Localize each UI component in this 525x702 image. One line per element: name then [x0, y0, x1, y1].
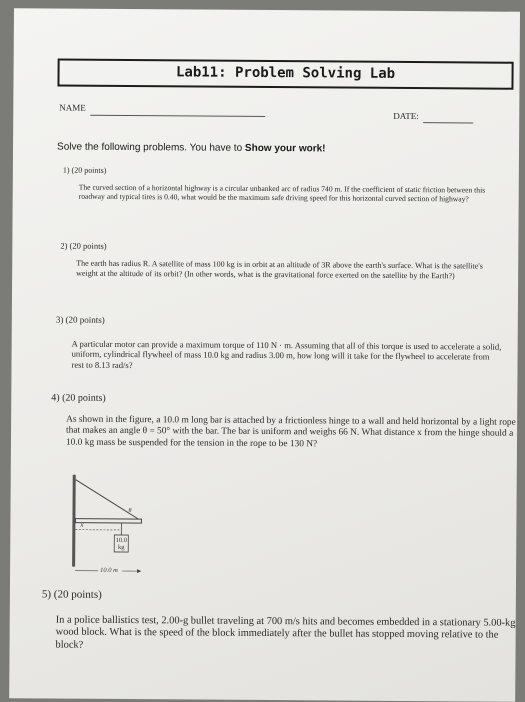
question-1-number: 1) (20 points): [63, 166, 107, 175]
question-2-text: The earth has radius R. A satellite of mass 100 kg is in orbit at an altitude of 3R above the earth's surface. What is the satellite's weight at the altitude of its orbit? (In other words, what is the gravitational force exerted on the satellite by the Earth?): [76, 259, 490, 281]
length-label: 10.0 m: [100, 567, 118, 574]
arrow-head-icon: [137, 569, 141, 573]
question-5-number: 5) (20 points): [42, 588, 102, 600]
question-3-number: 3) (20 points): [56, 315, 105, 325]
name-label: NAME: [59, 103, 86, 113]
worksheet-page: [9, 8, 520, 702]
bar-hinge-figure: [62, 475, 183, 582]
date-label: DATE:: [393, 111, 419, 121]
instructions-text: Solve the following problems. You have to: [57, 142, 245, 154]
angle-label: θ: [128, 508, 131, 514]
mass-label: [114, 537, 128, 552]
question-4-text: As shown in the figure, a 10.0 m long bar is attached by a frictionless hinge to a wall and held horizontal by a light rope that makes an angle θ = 50° with the bar. The bar is uniform and weighs 66 N. What distance x from the hinge should a 10.0 kg mass be suspended for the tension in the rope to be 130 N?: [66, 415, 516, 452]
date-line: [423, 122, 473, 123]
title-box: [57, 59, 513, 90]
instructions: [57, 142, 326, 155]
question-5-text: In a police ballistics test, 2.00-g bullet traveling at 700 m/s hits and becomes embedded in a stationary 5.00-kg wood block. What is the speed of the block immediately after the bullet has stopped moving relative to the block?: [56, 615, 521, 656]
page-title: Lab11: Problem Solving Lab: [60, 64, 512, 83]
x-label: x: [80, 521, 83, 529]
question-1-text: The curved section of a horizontal highway is a circular unbanked arc of radius 740 m. If the coefficient of static friction between this roadway and typical tires is 0.40, what would be the maximum safe driving speed for this horizontal curved section of highway?: [79, 183, 489, 204]
mass-value: 10.0: [116, 537, 127, 544]
mass-unit: kg: [118, 544, 125, 551]
name-line: [90, 115, 265, 117]
bar: [75, 519, 141, 523]
question-2-number: 2) (20 points): [60, 241, 106, 251]
instructions-emphasis: Show your work!: [245, 143, 326, 155]
question-4-number: 4) (20 points): [51, 393, 106, 404]
question-3-text: A particular motor can provide a maximum torque of 110 N · m. Assuming that all of this torque is used to accelerate a solid, uniform, cylindrical flywheel of mass 10.0 kg and radius 3.00 m, how long will it take for the flywheel to accelerate from rest to 8.13 rad/s?: [71, 339, 501, 373]
